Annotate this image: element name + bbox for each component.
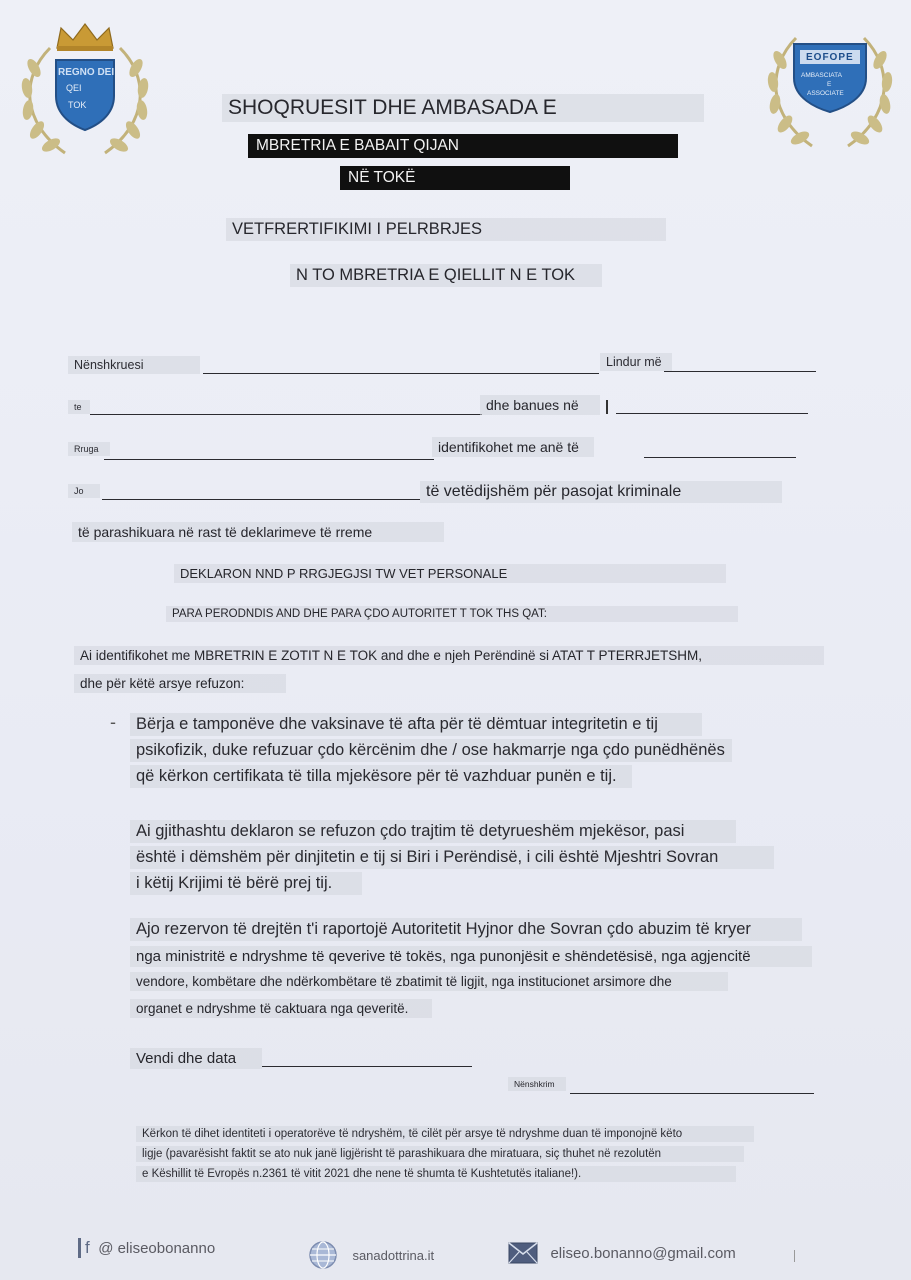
para2-line3: i këtij Krijimi të bërë prej tij.	[130, 872, 362, 895]
para3-line1: Ajo rezervon të drejtën t'i raportojë Autoritetit Hyjnor dhe Sovran çdo abuzim të kryer	[130, 918, 802, 941]
right-seal	[760, 18, 900, 158]
social-handle: @ eliseobonanno	[98, 1239, 216, 1257]
para2-line2: është i dëmshëm për dinjitetin e tij si Biri i Perëndisë, i cili është Mjeshtri Sovran	[130, 846, 774, 869]
para3-line3: vendore, kombëtare dhe ndërkombëtare të zbatimit të ligjit, nga institucionet arsimore dhe	[130, 972, 728, 991]
left-seal-line3: TOK	[68, 100, 87, 110]
title-line1: SHOQRUESIT DHE AMBASADA E	[222, 94, 704, 122]
birthplace-field[interactable]	[90, 414, 482, 415]
born-date-field[interactable]	[664, 371, 816, 372]
subtitle-line2: N TO MBRETRIA E QIELLIT N E TOK	[290, 264, 602, 287]
identification-field[interactable]	[644, 457, 796, 458]
para3-line2: nga ministritë e ndryshme të qeverive të tokës, nga punonjësit e shëndetësisë, nga agjencitë	[130, 946, 812, 967]
right-seal-line1: EOFOPE	[806, 52, 854, 63]
foreseen-text: të parashikuara në rast të deklarimeve të rreme	[72, 522, 444, 542]
right-seal-line2: AMBASCIATA	[801, 72, 842, 79]
note-line1: Kërkon të dihet identiteti i operatorëve të ndryshëm, të cilët për arsye të ndryshme duan të imponojnë këto	[136, 1126, 754, 1142]
title-line2: MBRETRIA E BABAIT QIJAN	[248, 134, 678, 158]
no-label: Jo	[68, 484, 100, 498]
street-label: Rruga	[68, 442, 110, 456]
left-seal-line2: QEI	[66, 83, 82, 93]
born-label: Lindur më	[600, 353, 672, 371]
note-line3: e Këshillit të Evropës n.2361 të vitit 2021 dhe nene të shumta të Kushtetutës italiane!).	[136, 1166, 736, 1182]
footer-website[interactable]	[308, 1240, 434, 1270]
resident-cursor	[606, 400, 608, 414]
envelope-icon	[508, 1242, 538, 1264]
footer-facebook[interactable]	[78, 1238, 215, 1258]
globe-icon	[308, 1240, 338, 1270]
aware-text: të vetëdijshëm për pasojat kriminale	[420, 481, 782, 503]
para1-line1: Bërja e tamponëve dhe vaksinave të afta për të dëmtuar integritetin e tij	[130, 713, 702, 736]
para1-line2: psikofizik, duke refuzuar çdo kërcënim dhe / ose hakmarrje nga çdo punëdhënës	[130, 739, 732, 762]
facebook-icon: f	[78, 1238, 90, 1258]
para1-line3: që kërkon certifikata të tilla mjekësore për të vazhduar punën e tij.	[130, 765, 632, 788]
identified-label: identifikohet me anë të	[432, 437, 594, 457]
before-heading: PARA PERODNDIS AND DHE PARA ÇDO AUTORITET T TOK THS QAT:	[166, 606, 738, 622]
signature-label: Nënshkrim	[508, 1077, 566, 1091]
resident-label: dhe banues në	[480, 395, 600, 415]
para3-line4: organet e ndryshme të caktuara nga qeveritë.	[130, 999, 432, 1018]
title-line3: NË TOKË	[340, 166, 570, 190]
signature-field[interactable]	[570, 1093, 814, 1094]
footer-email[interactable]	[508, 1242, 736, 1264]
place-date-field[interactable]	[262, 1066, 472, 1067]
subtitle-line1: VETFRERTIFIKIMI I PELRBRJES	[226, 218, 666, 241]
right-seal-line3: E	[827, 81, 832, 88]
crown-icon	[53, 22, 117, 52]
left-seal	[10, 18, 160, 168]
street-field[interactable]	[104, 459, 434, 460]
signatory-field[interactable]	[203, 373, 599, 374]
number-field[interactable]	[102, 499, 420, 500]
para2-line1: Ai gjithashtu deklaron se refuzon çdo trajtim të detyrueshëm mjekësor, pasi	[130, 820, 736, 843]
identified-line2: dhe për këtë arsye refuzon:	[74, 674, 286, 693]
place-date-label: Vendi dhe data	[130, 1048, 262, 1069]
left-seal-line1: REGNO DEI	[58, 67, 115, 78]
bullet-dash: -	[110, 712, 116, 732]
residence-field[interactable]	[616, 413, 808, 414]
footer-divider	[794, 1250, 795, 1262]
website-text: sanadottrina.it	[352, 1247, 435, 1263]
signatory-label: Nënshkruesi	[68, 356, 200, 374]
note-line2: ligje (pavarësisht faktit se ato nuk janë ligjërisht të parashikuara dhe miratuara, siç thuhet në rezolutën	[136, 1146, 744, 1162]
identified-line1: Ai identifikohet me MBRETRIN E ZOTIT N E TOK and dhe e njeh Perëndinë si ATAT T PTERRJETSHM,	[74, 646, 824, 665]
email-text: eliseo.bonanno@gmail.com	[550, 1244, 736, 1262]
right-seal-line4: ASSOCIATE	[807, 90, 844, 97]
declares-heading: DEKLARON NND P RRGJEGJSI TW VET PERSONALE	[174, 564, 726, 583]
in-label: te	[68, 400, 90, 414]
